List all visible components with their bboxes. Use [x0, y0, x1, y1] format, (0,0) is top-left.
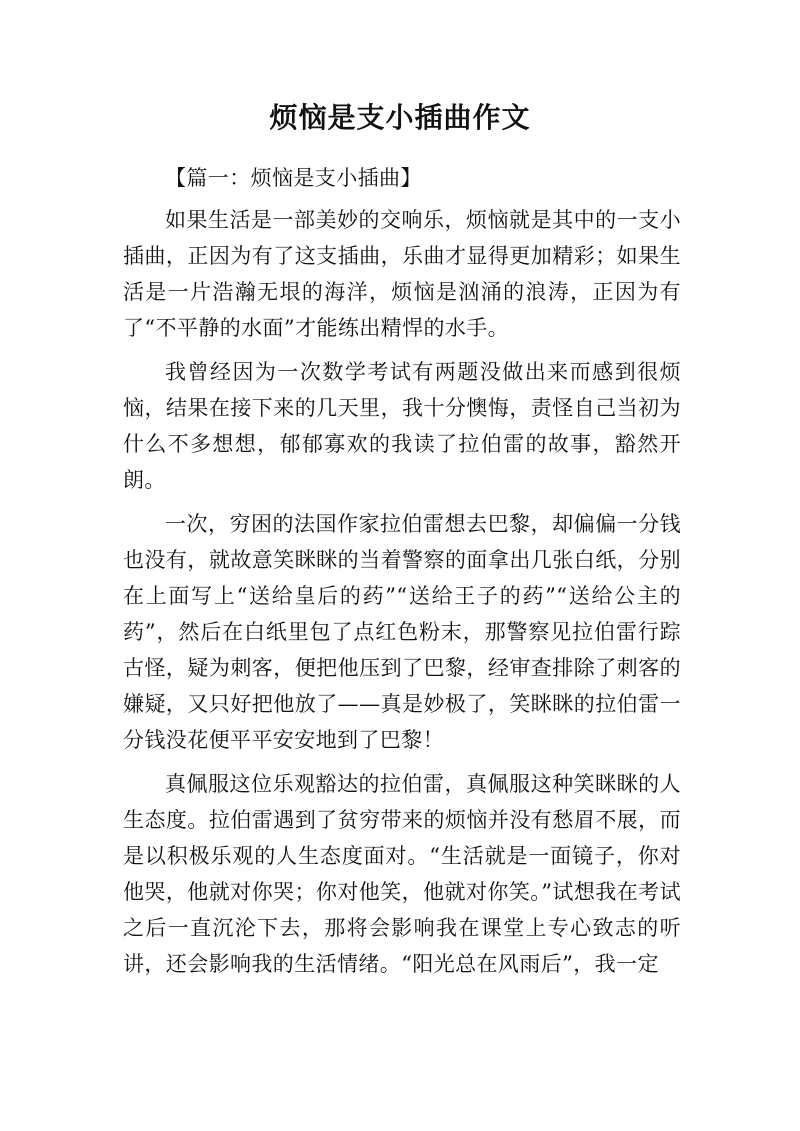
document-title: 烦恼是支小插曲作文: [269, 101, 531, 134]
document-body: [123, 160, 681, 990]
paragraph-1: 如果生活是一部美妙的交响乐，烦恼就是其中的一支小插曲，正因为有了这支插曲，乐曲才显得更加精彩；如果生活是一片浩瀚无垠的海洋，烦恼是汹涌的浪涛，正因为有了“不平静的水面”才能练出精悍的水手。: [123, 208, 681, 340]
paragraph-2: 我曾经因为一次数学考试有两题没做出来而感到很烦恼，结果在接下来的几天里，我十分懊悔，责怪自己当初为什么不多想想，郁郁寡欢的我读了拉伯雷的故事，豁然开朗。: [123, 360, 681, 492]
section-heading: 【篇一：烦恼是支小插曲】: [165, 166, 422, 190]
paragraph-4: 真佩服这位乐观豁达的拉伯雷，真佩服这种笑眯眯的人生态度。拉伯雷遇到了贫穷带来的烦恼并没有愁眉不展，而是以积极乐观的人生态度面对。“生活就是一面镜子，你对他哭，他就对你哭；你对他笑，他就对你笑。”试想我在考试之后一直沉沦下去，那将会影响我在课堂上专心致志的听讲，还会影响我的生活情绪。“阳光总在风雨后”，我一定: [123, 772, 681, 976]
paragraph-3: 一次，穷困的法国作家拉伯雷想去巴黎，却偏偏一分钱也没有，就故意笑眯眯的当着警察的面拿出几张白纸，分别在上面写上“送给皇后的药”“送给王子的药”“送给公主的药”，然后在白纸里包了点红色粉末，那警察见拉伯雷行踪古怪，疑为刺客，便把他压到了巴黎，经审查排除了刺客的嫌疑，又只好把他放了——真是妙极了，笑眯眯的拉伯雷一分钱没花便平平安安地到了巴黎！: [123, 512, 681, 752]
